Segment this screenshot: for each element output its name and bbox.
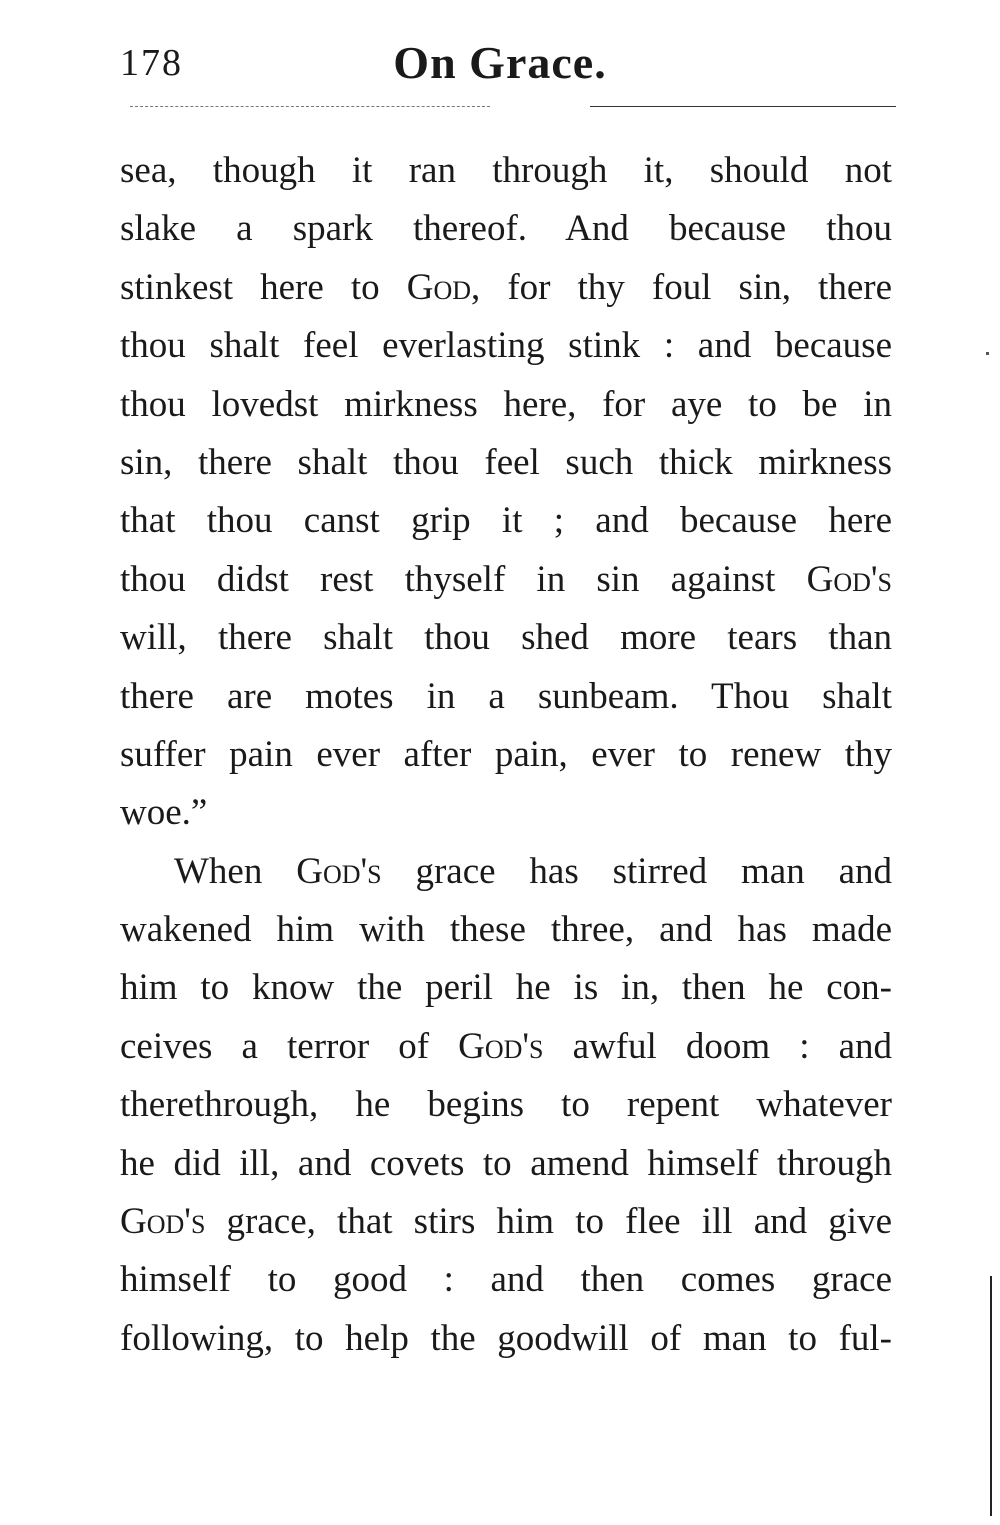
text-line: When God's grace has stirred man and [174,850,892,892]
text-line: that thou canst grip it ; and because here [120,500,892,542]
small-caps-word: God's [120,1201,206,1243]
text-line: woe.” [120,792,208,834]
text-line: thou didst rest thyself in sin against God's [120,558,892,600]
header-rule-left [130,106,490,107]
text-line: ceives a terror of God's awful doom : and [120,1025,892,1067]
paragraph-1 [120,142,892,843]
margin-speck [986,352,989,355]
paragraph-2 [120,843,892,1369]
small-caps-word: God's [806,558,892,600]
text-line: thou shalt feel everlasting stink : and because [120,325,892,367]
text-line: thou lovedst mirkness here, for aye to be in [120,383,892,425]
page-number: 178 [120,42,183,84]
text-line: slake a spark thereof. And because thou [120,208,892,250]
text-line: he did ill, and covets to amend himself through [120,1142,892,1184]
text-line: suffer pain ever after pain, ever to renew thy [120,733,892,775]
text-line: there are motes in a sunbeam. Thou shalt [120,675,892,717]
text-line: following, to help the goodwill of man to ful- [120,1317,892,1359]
text-line: God's grace, that stirs him to flee ill and give [120,1201,892,1243]
text-line: himself to good : and then comes grace [120,1259,892,1301]
running-title: On Grace. [393,37,607,88]
text-line: sea, though it ran through it, should not [120,150,892,191]
text-line: sin, there shalt thou feel such thick mirkness [120,441,892,483]
text-line: therethrough, he begins to repent whatever [120,1084,892,1126]
small-caps-word: God's [458,1025,544,1067]
header-rule-right [590,106,896,107]
text-line: stinkest here to God, for thy foul sin, there [120,266,892,308]
text-line: wakened him with these three, and has made [120,909,892,951]
text-line: will, there shalt thou shed more tears than [120,617,892,659]
small-caps-word: God's [296,850,382,892]
scan-edge-line [990,1276,992,1516]
body-text [120,142,892,1368]
small-caps-word: God [406,266,471,308]
text-line: him to know the peril he is in, then he con- [120,967,892,1009]
